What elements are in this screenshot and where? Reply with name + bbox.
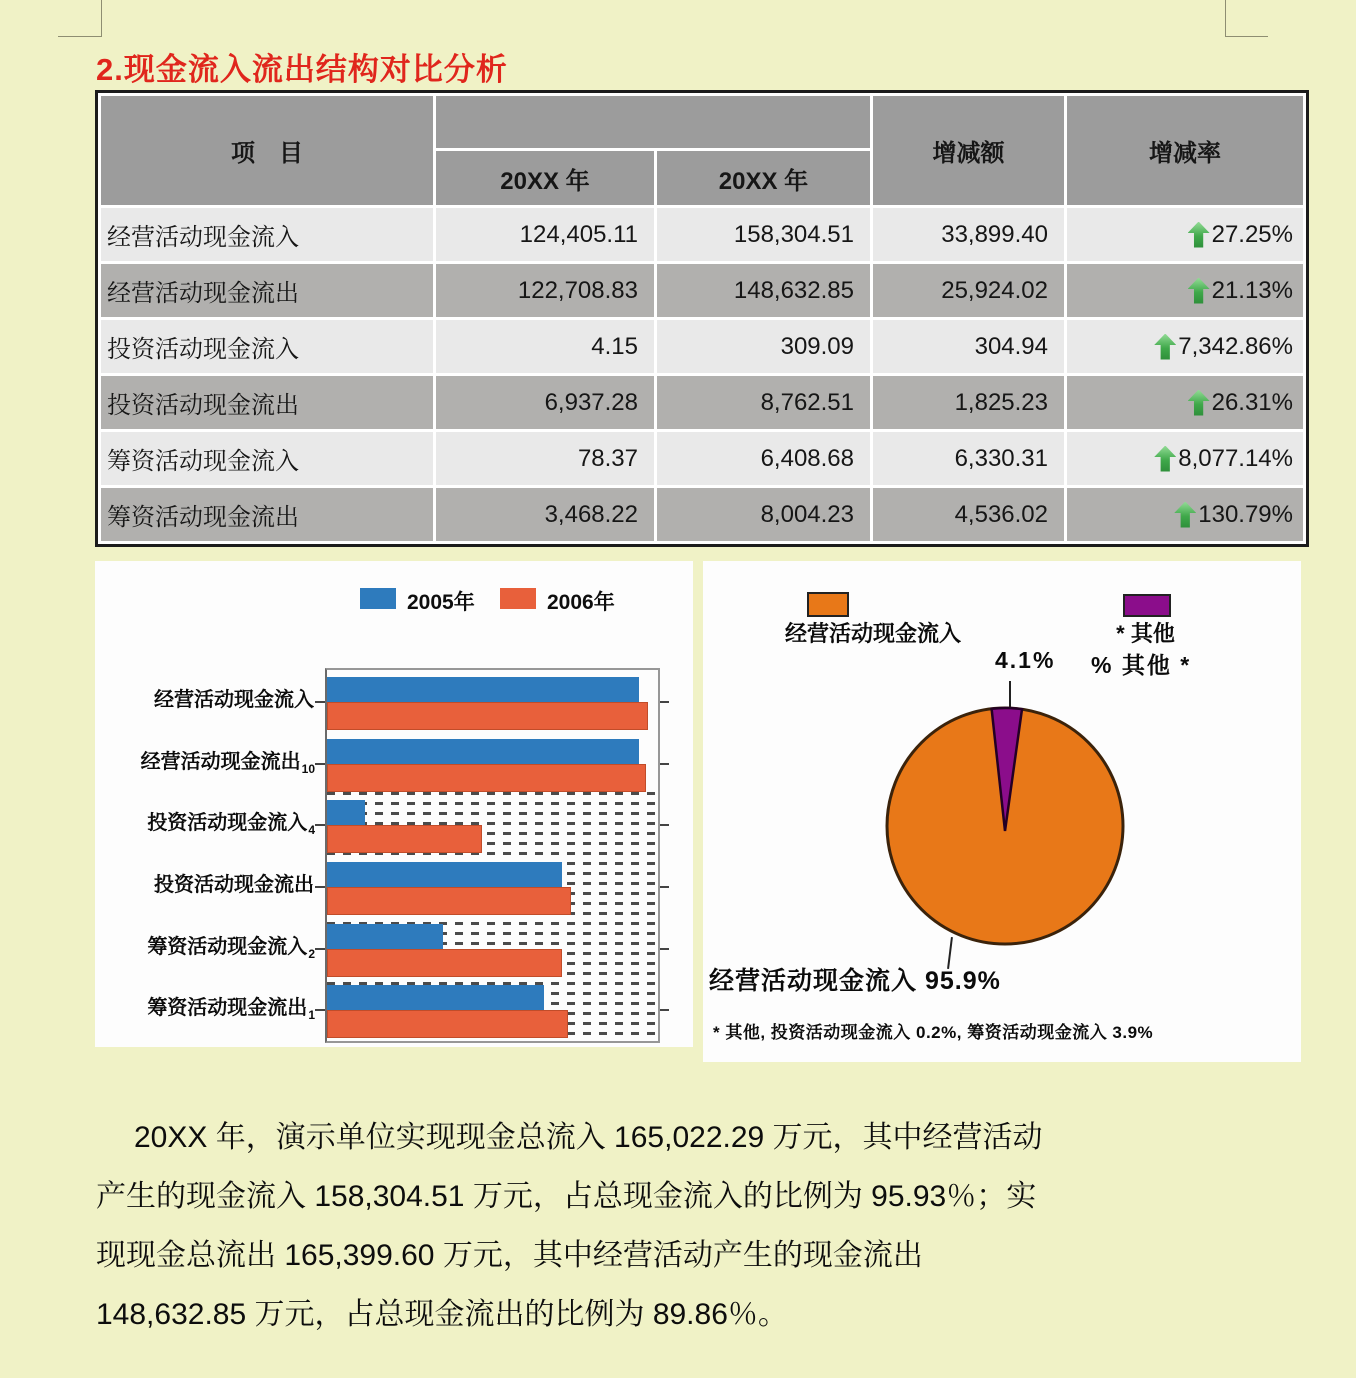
analysis-paragraph [96,1108,1276,1344]
table-row [101,320,1303,373]
axis-label-artifact: 4 [308,823,315,837]
bar-category-label: 投资活动现金流出 [154,874,314,896]
up-arrow-icon [1188,222,1210,248]
pie-callout-percent: 4.1% [995,647,1056,673]
row-item-label: 筹资活动现金流入 [101,432,433,485]
col-header-year2: 20XX 年 [657,151,870,205]
rate-value: 8,077.14% [1178,444,1293,472]
bar-chart-plot [325,668,660,1043]
cell-change-rate [1067,208,1303,261]
rate-value: 130.79% [1198,500,1293,528]
legend-swatch-2005 [360,588,396,609]
row-item-label: 投资活动现金流出 [101,376,433,429]
bar-2006 [327,702,648,730]
pie-footnote: * 其他, 投资活动现金流入 0.2%, 筹资活动现金流入 3.9% [713,1023,1154,1042]
pie-legend-swatch-main [807,592,849,617]
table-row [101,208,1303,261]
cell-change-amount: 6,330.31 [873,432,1064,485]
legend-label-2005: 2005年 [407,591,475,614]
col-header-years-group [436,96,870,148]
cell-change-rate [1067,320,1303,373]
row-item-label: 筹资活动现金流出 [101,488,433,541]
cell-year1: 122,708.83 [436,264,654,317]
rate-value: 27.25% [1211,220,1293,248]
cell-change-amount: 1,825.23 [873,376,1064,429]
bar-2005 [327,677,639,702]
axis-label-artifact: 1 [308,1008,315,1022]
cell-change-rate [1067,264,1303,317]
axis-label-artifact: 10 [301,762,315,776]
bar-2006 [327,825,482,853]
row-item-label: 经营活动现金流入 [101,208,433,261]
cell-year2: 8,762.51 [657,376,870,429]
bar-2005 [327,800,365,825]
bar-category-label: 经营活动现金流出$_{10}$ [140,751,315,776]
pie-legend-label-main: 经营活动现金流入 [784,621,961,646]
bar-2005 [327,739,639,764]
bar-category-label: 投资活动现金流入$_4$ [147,812,315,837]
bar-group [327,673,658,731]
pie-chart [881,702,1129,950]
bar-2006 [327,949,562,977]
bar-category-label: 筹资活动现金流出$_1$ [147,997,315,1022]
up-arrow-icon [1154,446,1176,472]
page-margin-mark-left [58,0,102,37]
paragraph-line: 148,632.85 万元，占总现金流出的比例为 89.86％。 [96,1298,788,1331]
up-arrow-icon [1154,334,1176,360]
up-arrow-icon [1174,502,1196,528]
cell-year2: 309.09 [657,320,870,373]
bar-2005 [327,985,544,1010]
col-header-item: 项 目 [101,96,433,205]
axis-label-artifact: 2 [308,947,315,961]
cell-change-amount: 25,924.02 [873,264,1064,317]
col-header-change-amount: 增减额 [873,96,1064,205]
cell-change-rate [1067,488,1303,541]
table-row [101,488,1303,541]
cell-year1: 3,468.22 [436,488,654,541]
bar-2006 [327,1010,568,1038]
bar-group [327,735,658,793]
cash-flow-table [95,90,1309,547]
bar-chart-panel [95,561,693,1047]
page-margin-mark-right [1225,0,1268,37]
row-item-label: 经营活动现金流出 [101,264,433,317]
cell-change-amount: 304.94 [873,320,1064,373]
cell-change-amount: 33,899.40 [873,208,1064,261]
table-row [101,432,1303,485]
rate-value: 26.31% [1211,388,1293,416]
cell-year2: 148,632.85 [657,264,870,317]
cell-change-amount: 4,536.02 [873,488,1064,541]
rate-value: 7,342.86% [1178,332,1293,360]
bar-category-label: 筹资活动现金流入$_2$ [147,936,315,961]
cell-year1: 6,937.28 [436,376,654,429]
bar-2006 [327,764,646,792]
cell-change-rate [1067,376,1303,429]
table-row [101,264,1303,317]
section-title: 2.现金流入流出结构对比分析 [96,52,508,87]
legend-label-2006: 2006年 [547,591,615,614]
table-row [101,376,1303,429]
pie-callout-other: % 其他 * [1091,652,1192,678]
cell-year1: 4.15 [436,320,654,373]
up-arrow-icon [1188,390,1210,416]
cell-year1: 124,405.11 [436,208,654,261]
legend-swatch-2006 [500,588,536,609]
cell-year2: 6,408.68 [657,432,870,485]
col-header-change-rate: 增减率 [1067,96,1303,205]
cell-year2: 158,304.51 [657,208,870,261]
pie-main-label: 经营活动现金流入 95.9% [709,967,1001,995]
rate-value: 21.13% [1211,276,1293,304]
pie-legend-swatch-other [1123,594,1171,617]
cell-change-rate [1067,432,1303,485]
row-item-label: 投资活动现金流入 [101,320,433,373]
col-header-year1: 20XX 年 [436,151,654,205]
cell-year1: 78.37 [436,432,654,485]
pie-legend-label-other: * 其他 [1116,621,1175,646]
bar-2005 [327,924,443,949]
pie-chart-panel [703,561,1301,1062]
bar-category-label: 经营活动现金流入 [154,689,314,711]
cell-year2: 8,004.23 [657,488,870,541]
paragraph-line: 产生的现金流入 158,304.51 万元，占总现金流入的比例为 95.93％；实 [96,1180,1037,1213]
bar-2005 [327,862,562,887]
paragraph-line: 现现金总流出 165,399.60 万元，其中经营活动产生的现金流出 [96,1239,923,1272]
bar-2006 [327,887,571,915]
up-arrow-icon [1188,278,1210,304]
paragraph-line: 20XX 年，演示单位实现现金总流入 165,022.29 万元，其中经营活动 [134,1121,1043,1154]
